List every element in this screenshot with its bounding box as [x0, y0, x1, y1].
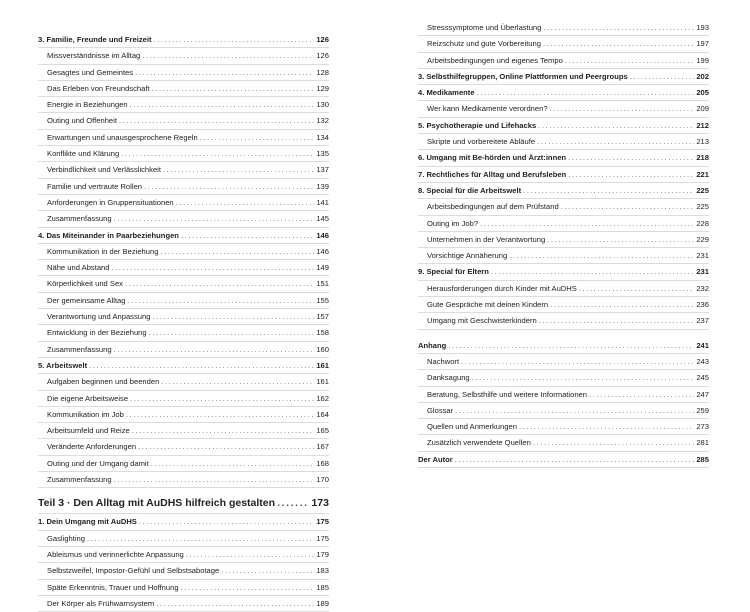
toc-entry-title: Energie in Beziehungen: [47, 100, 128, 110]
toc-entry-title: 8. Special für die Arbeitswelt: [418, 185, 522, 195]
toc-page-number: 173: [311, 497, 329, 510]
toc-entry-title: 3. Familie, Freunde und Freizeit: [38, 35, 152, 44]
toc-entry-title: 5. Psychotherapie und Lifehacks: [418, 120, 537, 130]
toc-entry-title: Nachwort: [427, 356, 460, 366]
toc-section-entry[interactable]: [38, 423, 329, 439]
toc-section-entry[interactable]: [418, 53, 709, 69]
toc-page-number: 149: [316, 263, 329, 273]
toc-entry-title: Familie und vertraute Rollen: [47, 181, 142, 191]
toc-right-page: [418, 20, 709, 468]
toc-entry-title: Wer kann Medikamente verordnen?: [427, 104, 548, 114]
toc-dot-leader: [461, 357, 694, 367]
toc-page-number: 134: [316, 132, 329, 142]
toc-page-number: 135: [316, 149, 329, 159]
toc-entry-title: Aufgaben beginnen und beenden: [47, 377, 160, 387]
toc-dot-leader: [139, 517, 314, 527]
toc-page-number: 229: [696, 234, 709, 244]
toc-dot-leader: [181, 231, 314, 241]
toc-section-entry[interactable]: [38, 580, 329, 596]
toc-dot-leader: [126, 410, 315, 420]
toc-entry-title: Das Erleben von Freundschaft: [47, 83, 150, 93]
toc-dot-leader: [176, 198, 315, 208]
toc-dot-leader: [568, 170, 694, 180]
toc-dot-leader: [152, 84, 315, 94]
toc-entry-title: Vorsichtige Annäherung: [427, 251, 508, 261]
toc-dot-leader: [543, 39, 694, 49]
toc-entry-title: 9. Special für Eltern: [418, 267, 489, 277]
toc-page-number: 137: [316, 165, 329, 175]
toc-chapter-entry[interactable]: [418, 264, 709, 280]
toc-entry-title: Zusammenfassung: [47, 344, 112, 354]
toc-section-entry[interactable]: [418, 387, 709, 403]
toc-dot-leader: [144, 182, 314, 192]
toc-entry-title: Skripte und vorbereitete Abläufe: [427, 137, 536, 147]
toc-entry-title: Outing im Job?: [427, 218, 479, 228]
toc-section-entry[interactable]: [38, 547, 329, 563]
toc-page-number: 141: [316, 197, 329, 207]
toc-entry-title: Zusammenfassung: [47, 475, 112, 485]
toc-page-number: 161: [316, 360, 329, 370]
toc-page-number: 161: [316, 377, 329, 387]
toc-entry-title: Körperlichkeit und Sex: [47, 279, 123, 289]
toc-page-number: 168: [316, 458, 329, 468]
toc-dot-leader: [128, 296, 315, 306]
toc-entry-title: 1. Dein Umgang mit AuDHS: [38, 517, 137, 527]
toc-section-entry[interactable]: [38, 374, 329, 390]
toc-dot-leader: [160, 247, 314, 257]
toc-chapter-entry[interactable]: [38, 358, 329, 374]
toc-chapter-entry[interactable]: [418, 69, 709, 85]
toc-section-entry[interactable]: [38, 97, 329, 113]
toc-dot-leader: [135, 68, 314, 78]
toc-section-entry[interactable]: [418, 354, 709, 370]
toc-dot-leader: [579, 284, 694, 294]
toc-page-number: 157: [316, 312, 329, 322]
toc-section-entry[interactable]: [418, 199, 709, 215]
toc-section-entry[interactable]: [38, 162, 329, 178]
toc-section-entry[interactable]: [418, 370, 709, 386]
toc-dot-leader: [568, 153, 694, 163]
toc-entry-title: 7. Rechtliches für Alltag und Berufsleben: [418, 169, 567, 179]
toc-dot-leader: [550, 300, 694, 310]
toc-page-number: 231: [696, 251, 709, 261]
toc-dot-leader: [543, 23, 694, 33]
toc-section-entry[interactable]: [38, 146, 329, 162]
toc-section-entry[interactable]: [418, 36, 709, 52]
toc-entry-title: Der gemeinsame Alltag: [47, 295, 126, 305]
toc-section-entry[interactable]: [38, 407, 329, 423]
toc-page-number: 221: [696, 169, 709, 179]
toc-page-number: 185: [316, 582, 329, 592]
toc-dot-leader: [149, 328, 315, 338]
toc-page-number: 205: [696, 88, 709, 98]
toc-section-entry[interactable]: [38, 195, 329, 211]
toc-entry-title: Nähe und Abstand: [47, 263, 110, 273]
toc-entry-title: Gaslighting: [47, 533, 85, 543]
toc-dot-leader: [186, 550, 315, 560]
toc-page-number: 237: [696, 316, 709, 326]
toc-dot-leader: [221, 566, 314, 576]
toc-chapter-entry[interactable]: [38, 32, 329, 48]
toc-page-number: 285: [696, 454, 709, 464]
toc-chapter-entry[interactable]: [38, 514, 329, 530]
toc-entry-title: Verbindlichkeit und Verlässlichkeit: [47, 165, 161, 175]
toc-dot-leader: [455, 406, 694, 416]
toc-dot-leader: [455, 455, 695, 465]
toc-section-entry[interactable]: [38, 293, 329, 309]
toc-dot-leader: [538, 121, 694, 131]
toc-entry-title: Entwicklung in der Beziehung: [47, 328, 147, 338]
toc-section-entry[interactable]: [38, 531, 329, 547]
toc-page-number: 126: [316, 35, 329, 44]
toc-page-number: 218: [696, 153, 709, 163]
toc-dot-leader: [523, 186, 694, 196]
toc-section-entry[interactable]: [38, 439, 329, 455]
toc-section-entry[interactable]: [38, 342, 329, 358]
toc-entry-title: Beratung, Selbsthilfe und weitere Informationen: [427, 389, 587, 399]
toc-chapter-entry[interactable]: [418, 167, 709, 183]
toc-entry-title: Konflikte und Klärung: [47, 149, 120, 159]
toc-entry-title: 5. Arbeitswelt: [38, 360, 88, 370]
toc-page-number: 241: [696, 340, 709, 350]
toc-page-number: 228: [696, 218, 709, 228]
toc-section-entry[interactable]: [38, 113, 329, 129]
toc-dot-leader: [539, 316, 695, 326]
toc-page-number: 247: [696, 389, 709, 399]
toc-dot-leader: [200, 133, 315, 143]
toc-page-number: 145: [316, 214, 329, 224]
toc-entry-title: Outing und Offenheit: [47, 116, 117, 126]
toc-dot-leader: [565, 56, 695, 66]
toc-page-number: 164: [316, 409, 329, 419]
toc-section-entry[interactable]: [38, 179, 329, 195]
toc-entry-title: Kommunikation in der Beziehung: [47, 246, 159, 256]
toc-dot-leader: [132, 426, 315, 436]
toc-section-entry[interactable]: [38, 211, 329, 227]
toc-dot-leader: [114, 214, 315, 224]
toc-dot-leader: [519, 422, 694, 432]
toc-dot-leader: [181, 583, 315, 593]
toc-entry-title: Umgang mit Geschwisterkindern: [427, 316, 537, 326]
toc-chapter-entry[interactable]: [38, 228, 329, 244]
toc-chapter-entry[interactable]: [418, 183, 709, 199]
toc-dot-leader: [151, 459, 315, 469]
toc-entry-title: Unternehmen in der Verantwortung: [427, 234, 546, 244]
toc-dot-leader: [448, 341, 694, 351]
toc-entry-title: 4. Medikamente: [418, 88, 475, 98]
toc-page-number: 165: [316, 426, 329, 436]
toc-entry-title: 3. Selbsthilfegruppen, Online Plattformen und Peergroups: [418, 71, 628, 81]
toc-dot-leader: [589, 390, 694, 400]
toc-dot-leader: [152, 312, 314, 322]
toc-section-entry[interactable]: [418, 101, 709, 117]
toc-page-number: 231: [696, 267, 709, 277]
toc-page-number: 167: [316, 442, 329, 452]
toc-page-number: 175: [316, 533, 329, 543]
toc-page-number: 236: [696, 300, 709, 310]
toc-page-number: 202: [696, 71, 709, 81]
toc-section-entry[interactable]: [418, 20, 709, 36]
toc-dot-leader: [114, 345, 315, 355]
toc-entry-title: Reizschutz und gute Vorbereitung: [427, 39, 541, 49]
toc-section-entry[interactable]: [418, 232, 709, 248]
toc-entry-title: Erwartungen und unausgesprochene Regeln: [47, 132, 198, 142]
toc-page-number: 245: [696, 373, 709, 383]
toc-entry-title: Gute Gespräche mit deinen Kindern: [427, 300, 549, 310]
toc-dot-leader: [130, 100, 315, 110]
toc-dot-leader: [112, 263, 315, 273]
toc-page-number: 189: [316, 598, 329, 608]
toc-entry-title: Gesagtes und Gemeintes: [47, 67, 134, 77]
toc-entry-title: Stresssymptome und Überlastung: [427, 23, 542, 32]
toc-page-number: 225: [696, 185, 709, 195]
toc-entry-title: Herausforderungen durch Kinder mit AuDHS: [427, 283, 577, 293]
toc-dot-leader: [130, 394, 314, 404]
toc-entry-title: Quellen und Anmerkungen: [427, 422, 517, 432]
toc-entry-title: Selbstzweifel, Impostor-Gefühl und Selbstsabotage: [47, 566, 220, 576]
toc-section-entry[interactable]: [38, 563, 329, 579]
toc-dot-leader: [154, 35, 315, 45]
toc-dot-leader: [125, 279, 314, 289]
toc-dot-leader: [550, 104, 695, 114]
toc-dot-leader: [277, 498, 309, 508]
toc-entry-title: Glossar: [427, 405, 454, 415]
toc-section-entry[interactable]: [418, 313, 709, 329]
toc-section-entry[interactable]: [38, 309, 329, 325]
toc-page-number: 281: [696, 438, 709, 448]
toc-entry-title: Anhang: [418, 340, 447, 350]
toc-dot-leader: [161, 377, 314, 387]
toc-page-number: 199: [696, 55, 709, 65]
toc-section-entry[interactable]: [38, 456, 329, 472]
toc-page-number: 183: [316, 566, 329, 576]
toc-entry-title: Der Körper als Frühwarnsystem: [47, 598, 155, 608]
toc-dot-leader: [119, 116, 314, 126]
toc-chapter-entry[interactable]: [418, 338, 709, 354]
toc-section-entry[interactable]: [38, 260, 329, 276]
toc-section-entry[interactable]: [418, 419, 709, 435]
toc-page-number: 139: [316, 181, 329, 191]
toc-section-entry[interactable]: [418, 281, 709, 297]
toc-page-number: 213: [696, 137, 709, 147]
toc-entry-title: Arbeitsbedingungen auf dem Prüfstand: [427, 202, 559, 212]
toc-dot-leader: [89, 361, 314, 371]
toc-left-page: [38, 32, 329, 612]
toc-dot-leader: [138, 442, 314, 452]
toc-entry-title: Die eigene Arbeitsweise: [47, 393, 129, 403]
toc-section-entry[interactable]: [38, 81, 329, 97]
toc-entry-title: Zusätzlich verwendete Quellen: [427, 438, 531, 448]
toc-page-number: 193: [696, 23, 709, 32]
toc-dot-leader: [547, 235, 694, 245]
toc-section-entry[interactable]: [418, 297, 709, 313]
toc-entry-title: Arbeitsumfeld und Reize: [47, 426, 130, 436]
toc-entry-title: 6. Umgang mit Be-hörden und Ärzt:innen: [418, 153, 567, 163]
toc-entry-title: Zusammenfassung: [47, 214, 112, 224]
toc-page-number: 155: [316, 295, 329, 305]
toc-chapter-entry[interactable]: [418, 452, 709, 468]
toc-entry-title: Ableismus und verinnerlichte Anpassung: [47, 549, 184, 559]
toc-dot-leader: [472, 373, 695, 383]
toc-dot-leader: [491, 267, 694, 277]
toc-dot-leader: [156, 599, 314, 609]
toc-entry-title: Outing und der Umgang damit: [47, 458, 149, 468]
toc-part-heading[interactable]: [38, 494, 329, 514]
toc-dot-leader: [477, 88, 695, 98]
toc-section-entry[interactable]: [418, 435, 709, 451]
toc-entry-title: Missverständnisse im Alltag: [47, 51, 141, 61]
toc-section-entry[interactable]: [38, 65, 329, 81]
toc-entry-title: 4. Das Miteinander in Paarbeziehungen: [38, 230, 179, 240]
toc-page-number: 197: [696, 39, 709, 49]
toc-page-number: 170: [316, 475, 329, 485]
toc-dot-leader: [142, 51, 314, 61]
toc-page-number: 151: [316, 279, 329, 289]
toc-page-number: 126: [316, 51, 329, 61]
toc-page-number: 179: [316, 549, 329, 559]
toc-entry-title: Anforderungen in Gruppensituationen: [47, 197, 174, 207]
toc-page-number: 130: [316, 100, 329, 110]
toc-dot-leader: [561, 202, 695, 212]
toc-dot-leader: [87, 534, 314, 544]
toc-page-number: 128: [316, 67, 329, 77]
toc-section-entry[interactable]: [418, 216, 709, 232]
toc-section-entry[interactable]: [38, 130, 329, 146]
toc-entry-title: Teil 3 · Den Alltag mit AuDHS hilfreich gestalten: [38, 497, 276, 510]
toc-page-number: 132: [316, 116, 329, 126]
toc-entry-title: Der Autor: [418, 454, 453, 464]
toc-page-number: 129: [316, 83, 329, 93]
toc-section-entry[interactable]: [418, 248, 709, 264]
toc-dot-leader: [163, 165, 314, 175]
toc-page-number: 273: [696, 422, 709, 432]
toc-page-number: 212: [696, 120, 709, 130]
toc-section-entry[interactable]: [418, 403, 709, 419]
toc-chapter-entry[interactable]: [418, 118, 709, 134]
toc-section-entry[interactable]: [418, 134, 709, 150]
toc-section-entry[interactable]: [38, 276, 329, 292]
toc-section-entry[interactable]: [38, 325, 329, 341]
toc-dot-leader: [114, 475, 315, 485]
toc-dot-leader: [509, 251, 694, 261]
toc-page-number: 175: [316, 517, 329, 527]
toc-section-entry[interactable]: [38, 48, 329, 64]
toc-chapter-entry[interactable]: [418, 85, 709, 101]
toc-section-entry[interactable]: [38, 472, 329, 488]
toc-entry-title: Kommunikation im Job: [47, 409, 124, 419]
toc-dot-leader: [121, 149, 314, 159]
toc-dot-leader: [537, 137, 694, 147]
toc-dot-leader: [480, 219, 694, 229]
toc-section-entry[interactable]: [38, 244, 329, 260]
toc-page-number: 232: [696, 283, 709, 293]
toc-chapter-entry[interactable]: [418, 150, 709, 166]
toc-entry-title: Danksagung: [427, 373, 470, 383]
toc-section-entry[interactable]: [38, 596, 329, 612]
toc-page-number: 162: [316, 393, 329, 403]
toc-entry-title: Arbeitsbedingungen und eigenes Tempo: [427, 55, 563, 65]
toc-entry-title: Veränderte Anforderungen: [47, 442, 137, 452]
toc-entry-title: Verantwortung und Anpassung: [47, 312, 151, 322]
toc-page-number: 158: [316, 328, 329, 338]
toc-page-number: 146: [316, 246, 329, 256]
toc-page-number: 146: [316, 230, 329, 240]
toc-page-number: 225: [696, 202, 709, 212]
section-gap: [418, 330, 709, 338]
toc-dot-leader: [533, 438, 694, 448]
toc-section-entry[interactable]: [38, 391, 329, 407]
toc-page-number: 259: [696, 405, 709, 415]
toc-page-number: 243: [696, 356, 709, 366]
toc-page-number: 209: [696, 104, 709, 114]
toc-page-number: 160: [316, 344, 329, 354]
toc-dot-leader: [630, 72, 695, 82]
toc-entry-title: Späte Erkenntnis, Trauer und Hoffnung: [47, 582, 179, 592]
